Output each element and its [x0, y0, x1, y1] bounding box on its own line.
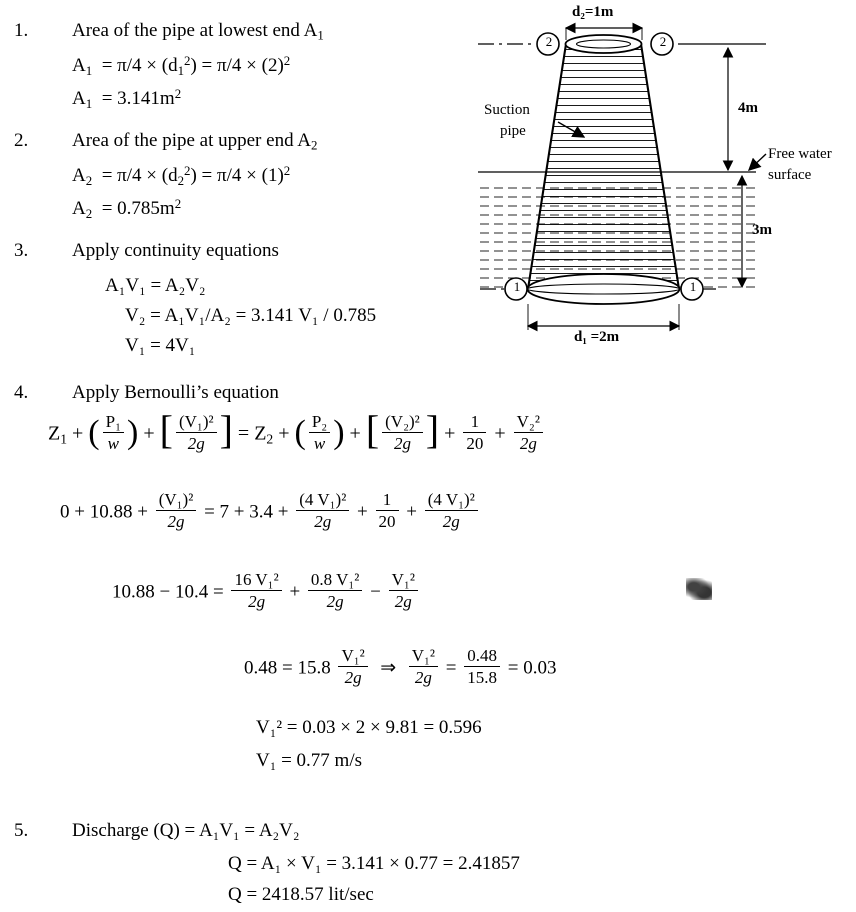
line4-c-num: 0.48 [467, 646, 497, 665]
line4-a-den: 2g [338, 666, 367, 688]
line2-c-den: 20 [376, 510, 399, 532]
label-3m: 3m [752, 222, 772, 238]
a1-subscript-2: 1 [85, 95, 93, 111]
step-number-1: 1. [14, 20, 29, 41]
a2-subscript: 2 [85, 172, 93, 188]
line3-a-den: 2g [231, 590, 281, 612]
node-label-1-right: 1 [689, 279, 697, 294]
a1-value-sup: 2 [174, 86, 182, 101]
line4-fraction-b [409, 646, 438, 688]
line2-d-num: (4 V₁)² [427, 490, 475, 509]
step-5-equation-2: Q = 2418.57 lit/sec [228, 884, 374, 905]
fraction-v2sq-2g-tail [514, 412, 543, 454]
line3-lead: 10.88 − 10.4 = [112, 581, 224, 603]
line2-plus-2: + [406, 501, 417, 523]
step-2-title-sub: 2 [311, 137, 318, 153]
a2-rhs: = π/4 × (d [101, 165, 178, 187]
line4-fraction-c [464, 646, 500, 688]
a2-rhs-sup: 2 [184, 163, 191, 178]
line2-d-den: 2g [425, 510, 478, 532]
line4-a-num: V₁² [341, 646, 365, 665]
z2-sub: 2 [266, 431, 274, 447]
node-label-2-left: 2 [545, 34, 553, 49]
step-1-title-text: Area of the pipe at lowest end A [72, 20, 318, 41]
step-number-3: 3. [14, 240, 29, 261]
a1-rhs-sup: 2 [184, 53, 191, 68]
plus-1: + [72, 422, 84, 445]
a2-tail: ) = π/4 × (1) [190, 165, 284, 187]
w-denominator: w [103, 432, 124, 454]
line2-b-num: (4 V₁)² [299, 490, 347, 509]
p2-over-w-group [294, 414, 344, 456]
a2-value: = 0.785m [101, 198, 175, 220]
plus-2: + [143, 422, 155, 445]
label-4m: 4m [738, 100, 758, 116]
line2-b-den: 2g [296, 510, 349, 532]
fraction-1-20 [463, 412, 486, 454]
a1-subscript: 1 [85, 62, 93, 78]
free-water-leader [749, 154, 766, 170]
step-number-4: 4. [14, 382, 29, 403]
bracket-close-1: ] [219, 406, 233, 452]
fraction-p1-w [103, 412, 124, 454]
line2-a-den: 2g [156, 510, 197, 532]
fraction-p2-w [309, 412, 330, 454]
step-1-title-sub: 1 [317, 27, 324, 43]
bernoulli-equation-line-5: V₁² = 0.03 × 2 × 9.81 = 0.596 [256, 717, 482, 738]
line2-fraction-a [156, 490, 197, 532]
line3-a-num: 16 V₁² [234, 570, 279, 589]
line3-c-den: 2g [389, 590, 418, 612]
step-2-title-text: Area of the pipe at upper end A [72, 130, 311, 151]
pipe-diagram [466, 4, 854, 354]
a2-tail-sup: 2 [283, 163, 291, 178]
v2-sq-over-2g-group [365, 406, 440, 456]
a2-rhs-sub: 2 [177, 172, 185, 188]
label-surface: surface [768, 167, 812, 183]
2g-denominator-3: 2g [514, 432, 543, 454]
z1-sub: 1 [60, 431, 68, 447]
v1sq-numerator: (V₁)² [178, 412, 214, 431]
line3-fraction-b [308, 570, 363, 612]
paren-open-2: ( [294, 413, 306, 451]
pipe-bottom-ellipse [528, 274, 680, 304]
fraction-v1sq-2g [176, 412, 217, 454]
a1-value: = 3.141m [101, 88, 175, 110]
paren-open-1: ( [88, 413, 100, 451]
step-number-2: 2. [14, 130, 29, 151]
a1-rhs: = π/4 × (d [101, 55, 178, 77]
line3-minus: − [370, 581, 381, 603]
a2-subscript-2: 2 [85, 205, 93, 221]
line2-a-num: (V₁)² [158, 490, 194, 509]
a1-symbol: A [72, 55, 86, 77]
plus-6: + [494, 422, 506, 445]
v2sq-numerator-2: V₂² [516, 412, 540, 431]
bernoulli-equation-line-6: V₁ = 0.77 m/s [256, 750, 363, 771]
line2-plus-1: + [357, 501, 368, 523]
label-free-water: Free water [768, 146, 832, 162]
2g-denominator: 2g [176, 432, 217, 454]
label-d1: d₁ =2m [574, 329, 620, 345]
p1-over-w-group [88, 414, 138, 456]
equals-1: = [237, 422, 250, 445]
v1-sq-over-2g-group [159, 406, 233, 456]
one-numerator: 1 [470, 412, 480, 431]
line3-fraction-a [231, 570, 281, 612]
ink-smudge [686, 578, 712, 600]
p1-numerator: P₁ [105, 412, 122, 431]
line4-equals-1: = [445, 657, 457, 679]
step-3-title: Apply continuity equations [72, 240, 279, 261]
line4-b-num: V₁² [411, 646, 436, 665]
line3-fraction-c [389, 570, 418, 612]
plus-5: + [444, 422, 456, 445]
plus-4: + [349, 422, 361, 445]
bernoulli-equation-line-1 [48, 406, 546, 456]
step-1-equation-1 [72, 53, 290, 79]
step-2-title [72, 130, 317, 154]
step-3-equation-1: A₁V₁ = A₂V₂ [105, 275, 206, 296]
step-1-equation-2 [72, 86, 181, 112]
line3-plus-1: + [289, 581, 301, 603]
bernoulli-equation-line-2 [60, 492, 481, 534]
step-1-title [72, 20, 324, 44]
twenty-denominator: 20 [463, 432, 486, 454]
step-3-equation-3: V₁ = 4V₁ [125, 335, 196, 356]
line4-lead: 0.48 = 15.8 [244, 657, 331, 679]
bracket-close-2: ] [425, 406, 440, 452]
a2-symbol-2: A [72, 198, 86, 220]
a1-symbol-2: A [72, 88, 86, 110]
node-label-1-left: 1 [513, 279, 521, 294]
line2-c-num: 1 [382, 490, 392, 509]
implies-arrow: ⇒ [380, 657, 397, 679]
line3-b-num: 0.8 V₁² [310, 570, 360, 589]
line2-lead: 0 + 10.88 + [60, 501, 148, 523]
line4-c-den: 15.8 [464, 666, 500, 688]
node-label-2-right: 2 [659, 34, 667, 49]
w-denominator-2: w [309, 432, 330, 454]
v2sq-numerator: (V₂)² [385, 412, 420, 431]
bracket-open-1: [ [159, 406, 173, 452]
step-5-equation-1: Q = A₁ × V₁ = 3.141 × 0.77 = 2.41857 [228, 853, 520, 874]
plus-3: + [278, 422, 290, 445]
line3-b-den: 2g [308, 590, 363, 612]
label-d2: d₂=1m [572, 4, 614, 20]
step-3-equation-2: V₂ = A₁V₁/A₂ = 3.141 V₁ / 0.785 [125, 305, 377, 326]
z1-symbol: Z [48, 422, 61, 445]
pipe-fill [528, 44, 679, 289]
line4-b-den: 2g [409, 666, 438, 688]
line4-result: = 0.03 [507, 657, 557, 679]
line2-mid: = 7 + 3.4 + [204, 501, 289, 523]
bernoulli-equation-line-3 [112, 572, 421, 614]
a1-tail-sup: 2 [283, 53, 291, 68]
a2-value-sup: 2 [174, 196, 182, 211]
step-4-title: Apply Bernoulli’s equation [72, 382, 279, 403]
bracket-open-2: [ [365, 406, 380, 452]
2g-denominator-2: 2g [382, 432, 423, 454]
label-suction: Suction [484, 102, 530, 118]
z2-symbol: Z [254, 422, 267, 445]
step-2-equation-1 [72, 163, 290, 189]
a1-tail: ) = π/4 × (2) [190, 55, 284, 77]
a1-rhs-sub: 1 [177, 62, 185, 78]
bernoulli-equation-line-4 [244, 648, 556, 690]
step-5-title: Discharge (Q) = A₁V₁ = A₂V₂ [72, 820, 300, 841]
line2-fraction-b [296, 490, 349, 532]
step-number-5: 5. [14, 820, 29, 841]
paren-close-1: ) [127, 413, 139, 451]
fraction-v2sq-2g [382, 412, 423, 454]
line4-fraction-a [338, 646, 367, 688]
line3-c-num: V₁² [391, 570, 415, 589]
a2-symbol: A [72, 165, 86, 187]
paren-close-2: ) [333, 413, 345, 451]
p2-numerator: P₂ [311, 412, 328, 431]
label-pipe: pipe [500, 123, 526, 139]
line2-fraction-d [425, 490, 478, 532]
line2-fraction-c [376, 490, 399, 532]
step-2-equation-2 [72, 196, 181, 222]
